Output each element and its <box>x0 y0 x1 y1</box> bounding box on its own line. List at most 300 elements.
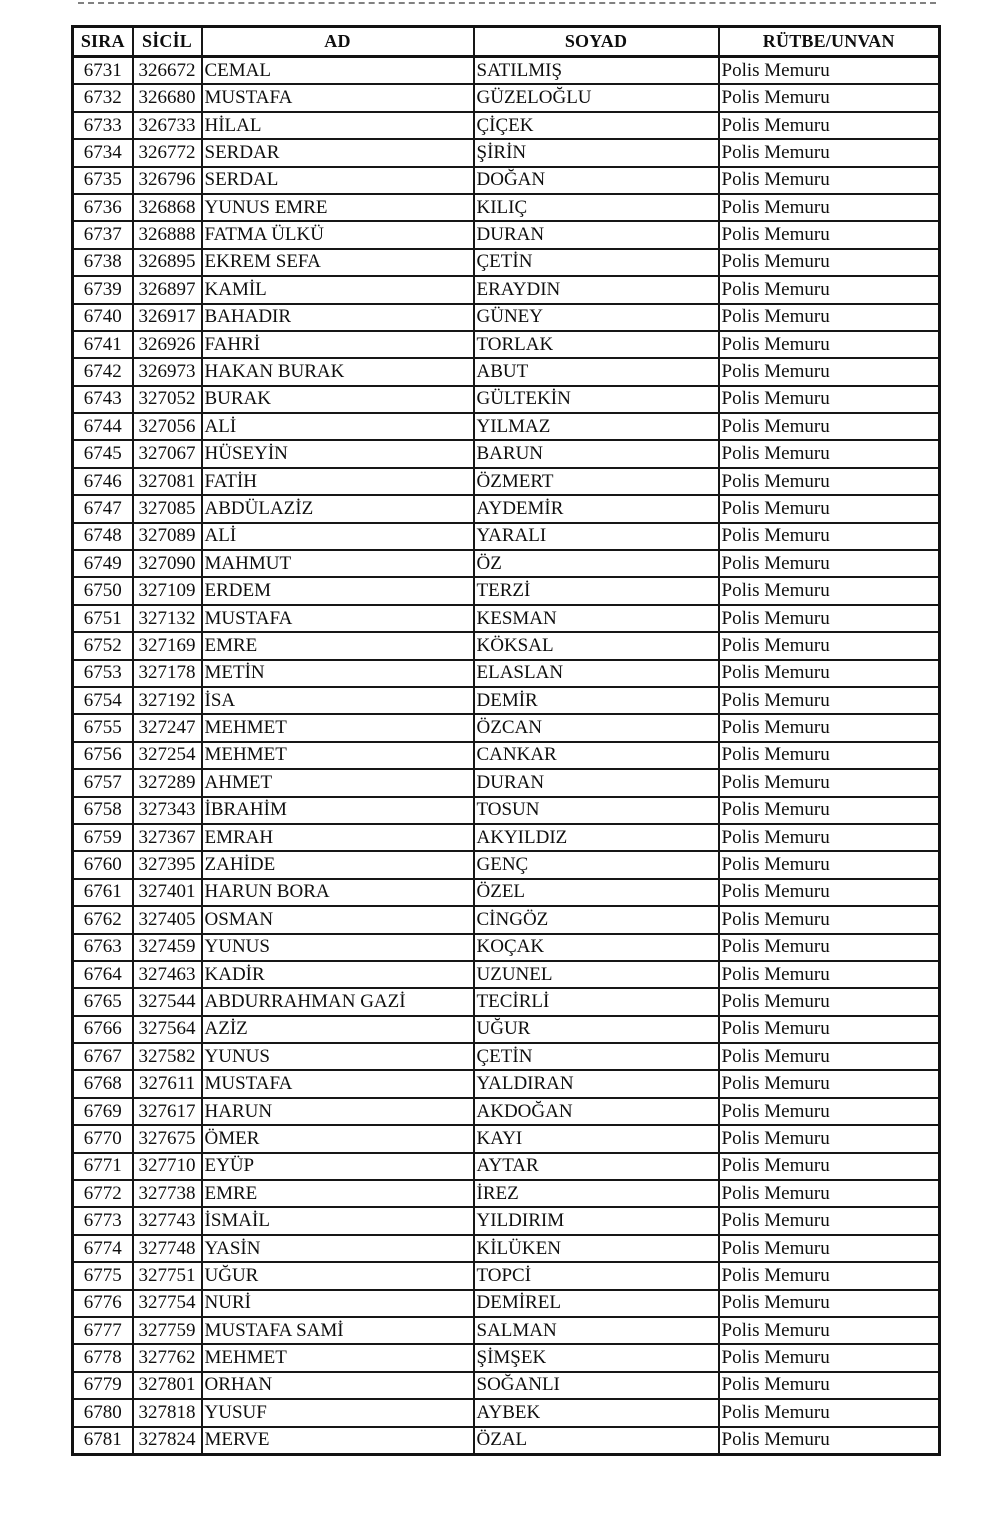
table-row <box>73 660 940 687</box>
cell-sira: 6756 <box>73 742 133 769</box>
cell-sicil: 327801 <box>133 1372 202 1399</box>
cell-rutbe: Polis Memuru <box>719 57 940 85</box>
header-rutbe: RÜTBE/UNVAN <box>719 27 940 57</box>
cell-rutbe: Polis Memuru <box>719 1344 940 1371</box>
cell-sira: 6747 <box>73 495 133 522</box>
cell-soyad: GÜZELOĞLU <box>474 84 719 111</box>
cell-rutbe: Polis Memuru <box>719 1125 940 1152</box>
cell-sira: 6779 <box>73 1372 133 1399</box>
table-row <box>73 276 940 303</box>
cell-rutbe: Polis Memuru <box>719 605 940 632</box>
table-row <box>73 906 940 933</box>
cell-rutbe: Polis Memuru <box>719 331 940 358</box>
cell-rutbe: Polis Memuru <box>719 660 940 687</box>
cell-soyad: BARUN <box>474 440 719 467</box>
cell-sicil: 326888 <box>133 221 202 248</box>
cell-rutbe: Polis Memuru <box>719 961 940 988</box>
cell-sira: 6748 <box>73 523 133 550</box>
cell-rutbe: Polis Memuru <box>719 1180 940 1207</box>
table-row <box>73 742 940 769</box>
cell-rutbe: Polis Memuru <box>719 1070 940 1097</box>
cell-rutbe: Polis Memuru <box>719 495 940 522</box>
cell-ad: YUNUS <box>202 1043 474 1070</box>
cell-ad: MUSTAFA <box>202 84 474 111</box>
cell-rutbe: Polis Memuru <box>719 742 940 769</box>
table-row <box>73 1180 940 1207</box>
cell-ad: ABDÜLAZİZ <box>202 495 474 522</box>
table-row <box>73 84 940 111</box>
table-row <box>73 851 940 878</box>
table-row <box>73 1427 940 1455</box>
table-row <box>73 495 940 522</box>
cell-sicil: 326926 <box>133 331 202 358</box>
cell-rutbe: Polis Memuru <box>719 386 940 413</box>
cell-sicil: 326917 <box>133 304 202 331</box>
cell-soyad: UĞUR <box>474 1016 719 1043</box>
cell-sira: 6778 <box>73 1344 133 1371</box>
cell-sicil: 327367 <box>133 824 202 851</box>
cell-soyad: AKYILDIZ <box>474 824 719 851</box>
cell-sira: 6746 <box>73 468 133 495</box>
cell-sira: 6774 <box>73 1235 133 1262</box>
cell-soyad: GENÇ <box>474 851 719 878</box>
cell-sicil: 327090 <box>133 550 202 577</box>
cell-ad: ALİ <box>202 523 474 550</box>
cell-sicil: 326897 <box>133 276 202 303</box>
cell-sira: 6731 <box>73 57 133 85</box>
cell-soyad: TECİRLİ <box>474 988 719 1015</box>
cell-sira: 6762 <box>73 906 133 933</box>
cell-ad: HİLAL <box>202 112 474 139</box>
cell-sicil: 326973 <box>133 358 202 385</box>
cell-sicil: 327617 <box>133 1098 202 1125</box>
cell-rutbe: Polis Memuru <box>719 1290 940 1317</box>
cell-rutbe: Polis Memuru <box>719 139 940 166</box>
table-row <box>73 550 940 577</box>
table-row <box>73 1344 940 1371</box>
table-row <box>73 797 940 824</box>
table-row <box>73 1290 940 1317</box>
cell-sira: 6754 <box>73 687 133 714</box>
cell-ad: UĞUR <box>202 1262 474 1289</box>
cell-ad: AZİZ <box>202 1016 474 1043</box>
cell-rutbe: Polis Memuru <box>719 824 940 851</box>
cell-rutbe: Polis Memuru <box>719 879 940 906</box>
table-row <box>73 934 940 961</box>
cell-sicil: 327056 <box>133 413 202 440</box>
table-row <box>73 194 940 221</box>
cell-rutbe: Polis Memuru <box>719 304 940 331</box>
table-row <box>73 1098 940 1125</box>
cell-ad: HÜSEYİN <box>202 440 474 467</box>
cell-sira: 6781 <box>73 1427 133 1455</box>
cell-ad: MUSTAFA <box>202 605 474 632</box>
cell-soyad: SALMAN <box>474 1317 719 1344</box>
cell-sira: 6765 <box>73 988 133 1015</box>
cell-ad: MEHMET <box>202 1344 474 1371</box>
header-soyad: SOYAD <box>474 27 719 57</box>
cell-sira: 6770 <box>73 1125 133 1152</box>
table-body <box>73 57 940 1455</box>
table-row <box>73 1070 940 1097</box>
cell-rutbe: Polis Memuru <box>719 112 940 139</box>
cell-soyad: ÇETİN <box>474 1043 719 1070</box>
cell-ad: BAHADIR <box>202 304 474 331</box>
cell-sira: 6741 <box>73 331 133 358</box>
cell-rutbe: Polis Memuru <box>719 1262 940 1289</box>
cell-ad: FATMA ÜLKÜ <box>202 221 474 248</box>
cell-sira: 6776 <box>73 1290 133 1317</box>
cell-sira: 6764 <box>73 961 133 988</box>
cell-sira: 6749 <box>73 550 133 577</box>
cell-sira: 6742 <box>73 358 133 385</box>
cell-sicil: 327052 <box>133 386 202 413</box>
cell-sira: 6733 <box>73 112 133 139</box>
cell-rutbe: Polis Memuru <box>719 934 940 961</box>
cell-soyad: GÜNEY <box>474 304 719 331</box>
cell-sicil: 327395 <box>133 851 202 878</box>
table-row <box>73 1043 940 1070</box>
cell-sira: 6750 <box>73 577 133 604</box>
cell-rutbe: Polis Memuru <box>719 769 940 796</box>
cell-ad: MERVE <box>202 1427 474 1455</box>
cell-ad: ÖMER <box>202 1125 474 1152</box>
cell-soyad: SOĞANLI <box>474 1372 719 1399</box>
cell-ad: FATİH <box>202 468 474 495</box>
cell-sicil: 326680 <box>133 84 202 111</box>
cell-ad: KADİR <box>202 961 474 988</box>
cell-soyad: YILMAZ <box>474 413 719 440</box>
header-row <box>73 27 940 57</box>
cell-soyad: ÇİÇEK <box>474 112 719 139</box>
cell-soyad: İREZ <box>474 1180 719 1207</box>
cell-ad: ORHAN <box>202 1372 474 1399</box>
cell-sira: 6780 <box>73 1399 133 1426</box>
cell-sicil: 327710 <box>133 1153 202 1180</box>
table-row <box>73 605 940 632</box>
cell-soyad: TOSUN <box>474 797 719 824</box>
cell-sira: 6763 <box>73 934 133 961</box>
cell-ad: OSMAN <box>202 906 474 933</box>
table-row <box>73 413 940 440</box>
cell-ad: AHMET <box>202 769 474 796</box>
cell-ad: İBRAHİM <box>202 797 474 824</box>
cell-ad: METİN <box>202 660 474 687</box>
table-row <box>73 386 940 413</box>
cell-ad: HARUN <box>202 1098 474 1125</box>
cell-rutbe: Polis Memuru <box>719 1372 940 1399</box>
cell-rutbe: Polis Memuru <box>719 797 940 824</box>
cell-ad: YUNUS EMRE <box>202 194 474 221</box>
cell-sira: 6734 <box>73 139 133 166</box>
cell-sira: 6732 <box>73 84 133 111</box>
cell-sicil: 327754 <box>133 1290 202 1317</box>
cell-sicil: 327067 <box>133 440 202 467</box>
cell-soyad: TORLAK <box>474 331 719 358</box>
table-row <box>73 440 940 467</box>
cell-sira: 6735 <box>73 167 133 194</box>
cell-rutbe: Polis Memuru <box>719 167 940 194</box>
cell-sira: 6751 <box>73 605 133 632</box>
table-row <box>73 577 940 604</box>
cell-sira: 6740 <box>73 304 133 331</box>
cell-rutbe: Polis Memuru <box>719 1399 940 1426</box>
table-row <box>73 112 940 139</box>
cell-soyad: UZUNEL <box>474 961 719 988</box>
cell-soyad: AYBEK <box>474 1399 719 1426</box>
table-row <box>73 221 940 248</box>
cell-ad: SERDAL <box>202 167 474 194</box>
cell-ad: SERDAR <box>202 139 474 166</box>
cell-rutbe: Polis Memuru <box>719 276 940 303</box>
cell-soyad: YILDIRIM <box>474 1207 719 1234</box>
cell-sicil: 327582 <box>133 1043 202 1070</box>
cell-soyad: KOÇAK <box>474 934 719 961</box>
cell-soyad: SATILMIŞ <box>474 57 719 85</box>
cell-ad: EMRE <box>202 632 474 659</box>
cell-rutbe: Polis Memuru <box>719 84 940 111</box>
cell-sicil: 326672 <box>133 57 202 85</box>
cell-sira: 6777 <box>73 1317 133 1344</box>
cell-sicil: 327463 <box>133 961 202 988</box>
table-row <box>73 358 940 385</box>
cell-sicil: 327178 <box>133 660 202 687</box>
table-row <box>73 879 940 906</box>
cell-rutbe: Polis Memuru <box>719 988 940 1015</box>
cell-sira: 6744 <box>73 413 133 440</box>
cell-soyad: KÖKSAL <box>474 632 719 659</box>
cell-sira: 6761 <box>73 879 133 906</box>
cell-soyad: ÖZAL <box>474 1427 719 1455</box>
cell-sicil: 326772 <box>133 139 202 166</box>
cell-sicil: 327085 <box>133 495 202 522</box>
cell-rutbe: Polis Memuru <box>719 577 940 604</box>
cell-sicil: 327132 <box>133 605 202 632</box>
cell-soyad: DEMİR <box>474 687 719 714</box>
table-row <box>73 1372 940 1399</box>
cell-sicil: 327748 <box>133 1235 202 1262</box>
table-row <box>73 304 940 331</box>
cell-soyad: YARALI <box>474 523 719 550</box>
cell-rutbe: Polis Memuru <box>719 413 940 440</box>
cell-soyad: KESMAN <box>474 605 719 632</box>
cell-soyad: CİNGÖZ <box>474 906 719 933</box>
cell-rutbe: Polis Memuru <box>719 249 940 276</box>
personnel-roster-table <box>71 25 941 1456</box>
cell-rutbe: Polis Memuru <box>719 632 940 659</box>
table-row <box>73 961 940 988</box>
cell-sicil: 327343 <box>133 797 202 824</box>
cell-sira: 6757 <box>73 769 133 796</box>
cell-soyad: ŞİMŞEK <box>474 1344 719 1371</box>
table-row <box>73 139 940 166</box>
cell-sicil: 327762 <box>133 1344 202 1371</box>
cell-soyad: ÖZCAN <box>474 714 719 741</box>
cell-ad: YUSUF <box>202 1399 474 1426</box>
cell-soyad: YALDIRAN <box>474 1070 719 1097</box>
cell-sicil: 327564 <box>133 1016 202 1043</box>
cell-sira: 6771 <box>73 1153 133 1180</box>
cell-rutbe: Polis Memuru <box>719 1207 940 1234</box>
cell-sicil: 327818 <box>133 1399 202 1426</box>
cell-sicil: 327247 <box>133 714 202 741</box>
cell-soyad: ÖZMERT <box>474 468 719 495</box>
cell-ad: HARUN BORA <box>202 879 474 906</box>
header-sicil: SİCİL <box>133 27 202 57</box>
cell-rutbe: Polis Memuru <box>719 714 940 741</box>
cell-sicil: 327743 <box>133 1207 202 1234</box>
cell-ad: EMRE <box>202 1180 474 1207</box>
cell-sicil: 327675 <box>133 1125 202 1152</box>
cell-rutbe: Polis Memuru <box>719 358 940 385</box>
cell-sira: 6752 <box>73 632 133 659</box>
cell-sicil: 327611 <box>133 1070 202 1097</box>
cell-sicil: 326895 <box>133 249 202 276</box>
cell-sicil: 327824 <box>133 1427 202 1455</box>
cell-soyad: DURAN <box>474 221 719 248</box>
cell-soyad: AYDEMİR <box>474 495 719 522</box>
cell-rutbe: Polis Memuru <box>719 1235 940 1262</box>
table-row <box>73 1262 940 1289</box>
cell-soyad: TERZİ <box>474 577 719 604</box>
cell-ad: İSMAİL <box>202 1207 474 1234</box>
table-row <box>73 1125 940 1152</box>
cell-soyad: KİLÜKEN <box>474 1235 719 1262</box>
cell-rutbe: Polis Memuru <box>719 1043 940 1070</box>
cell-rutbe: Polis Memuru <box>719 1427 940 1455</box>
table-row <box>73 523 940 550</box>
cell-soyad: ERAYDIN <box>474 276 719 303</box>
cell-sira: 6772 <box>73 1180 133 1207</box>
cell-rutbe: Polis Memuru <box>719 221 940 248</box>
cell-sicil: 326868 <box>133 194 202 221</box>
cell-sicil: 327405 <box>133 906 202 933</box>
cell-ad: ABDURRAHMAN GAZİ <box>202 988 474 1015</box>
cell-ad: ERDEM <box>202 577 474 604</box>
cell-sira: 6768 <box>73 1070 133 1097</box>
table-row <box>73 1317 940 1344</box>
table-row <box>73 769 940 796</box>
cell-ad: ZAHİDE <box>202 851 474 878</box>
cell-ad: BURAK <box>202 386 474 413</box>
cell-sira: 6775 <box>73 1262 133 1289</box>
cell-ad: MEHMET <box>202 714 474 741</box>
table-row <box>73 331 940 358</box>
table-row <box>73 988 940 1015</box>
table-row <box>73 714 940 741</box>
cell-sicil: 327459 <box>133 934 202 961</box>
cell-sicil: 327192 <box>133 687 202 714</box>
cell-ad: HAKAN BURAK <box>202 358 474 385</box>
table-row <box>73 632 940 659</box>
table-row <box>73 1153 940 1180</box>
cell-sira: 6745 <box>73 440 133 467</box>
cell-ad: MUSTAFA <box>202 1070 474 1097</box>
cell-sira: 6755 <box>73 714 133 741</box>
cell-sicil: 327759 <box>133 1317 202 1344</box>
table-row <box>73 1016 940 1043</box>
cell-soyad: ÖZ <box>474 550 719 577</box>
cell-rutbe: Polis Memuru <box>719 1098 940 1125</box>
cell-sicil: 327169 <box>133 632 202 659</box>
cell-ad: MAHMUT <box>202 550 474 577</box>
cell-ad: YUNUS <box>202 934 474 961</box>
table-row <box>73 1235 940 1262</box>
cell-sira: 6738 <box>73 249 133 276</box>
table-row <box>73 1207 940 1234</box>
cell-rutbe: Polis Memuru <box>719 440 940 467</box>
table-header <box>73 27 940 57</box>
cell-sicil: 327544 <box>133 988 202 1015</box>
cell-rutbe: Polis Memuru <box>719 1016 940 1043</box>
cell-sira: 6739 <box>73 276 133 303</box>
table-row <box>73 824 940 851</box>
previous-row-edge-line <box>78 2 936 4</box>
cell-rutbe: Polis Memuru <box>719 194 940 221</box>
cell-ad: MEHMET <box>202 742 474 769</box>
cell-ad: FAHRİ <box>202 331 474 358</box>
table-row <box>73 1399 940 1426</box>
cell-sicil: 327089 <box>133 523 202 550</box>
cell-rutbe: Polis Memuru <box>719 906 940 933</box>
cell-sira: 6767 <box>73 1043 133 1070</box>
cell-soyad: KAYI <box>474 1125 719 1152</box>
cell-ad: CEMAL <box>202 57 474 85</box>
cell-ad: KAMİL <box>202 276 474 303</box>
cell-ad: MUSTAFA SAMİ <box>202 1317 474 1344</box>
cell-ad: ALİ <box>202 413 474 440</box>
cell-sicil: 327401 <box>133 879 202 906</box>
table-row <box>73 687 940 714</box>
table-row <box>73 57 940 85</box>
cell-sira: 6773 <box>73 1207 133 1234</box>
cell-rutbe: Polis Memuru <box>719 851 940 878</box>
cell-sicil: 327751 <box>133 1262 202 1289</box>
cell-ad: YASİN <box>202 1235 474 1262</box>
cell-soyad: ÇETİN <box>474 249 719 276</box>
cell-sicil: 326796 <box>133 167 202 194</box>
cell-soyad: KILIÇ <box>474 194 719 221</box>
table-row <box>73 167 940 194</box>
cell-sira: 6769 <box>73 1098 133 1125</box>
cell-sicil: 327738 <box>133 1180 202 1207</box>
cell-sicil: 327109 <box>133 577 202 604</box>
cell-sicil: 326733 <box>133 112 202 139</box>
cell-rutbe: Polis Memuru <box>719 687 940 714</box>
cell-rutbe: Polis Memuru <box>719 550 940 577</box>
cell-sira: 6760 <box>73 851 133 878</box>
cell-ad: NURİ <box>202 1290 474 1317</box>
cell-ad: EKREM SEFA <box>202 249 474 276</box>
cell-sira: 6743 <box>73 386 133 413</box>
cell-soyad: DOĞAN <box>474 167 719 194</box>
cell-soyad: CANKAR <box>474 742 719 769</box>
cell-soyad: AKDOĞAN <box>474 1098 719 1125</box>
cell-ad: İSA <box>202 687 474 714</box>
cell-rutbe: Polis Memuru <box>719 1153 940 1180</box>
cell-soyad: ELASLAN <box>474 660 719 687</box>
cell-sira: 6753 <box>73 660 133 687</box>
cell-sira: 6758 <box>73 797 133 824</box>
table-row <box>73 468 940 495</box>
cell-soyad: ÖZEL <box>474 879 719 906</box>
cell-rutbe: Polis Memuru <box>719 1317 940 1344</box>
header-ad: AD <box>202 27 474 57</box>
cell-rutbe: Polis Memuru <box>719 523 940 550</box>
cell-sira: 6766 <box>73 1016 133 1043</box>
cell-soyad: DURAN <box>474 769 719 796</box>
cell-sira: 6759 <box>73 824 133 851</box>
